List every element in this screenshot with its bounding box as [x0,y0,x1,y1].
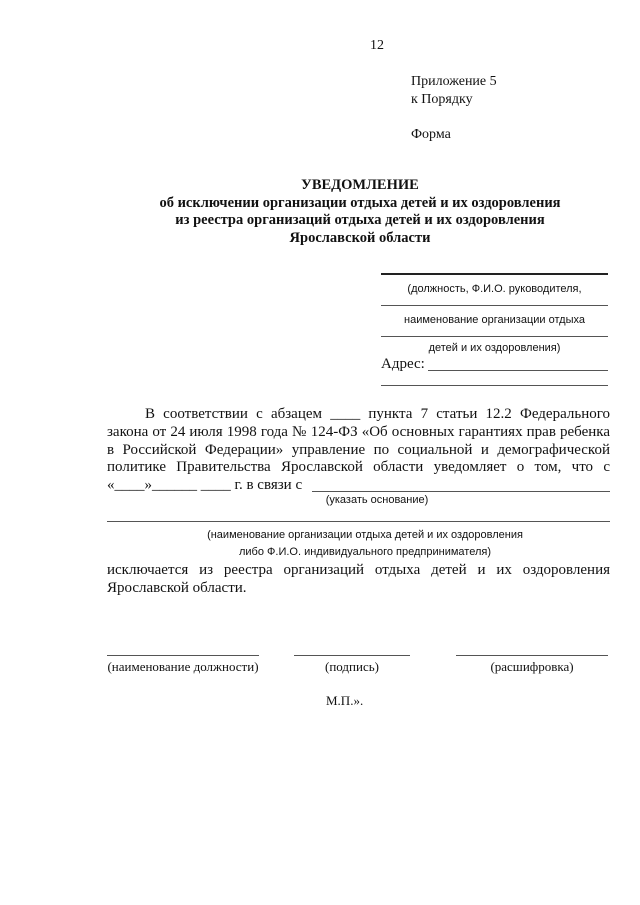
address-label: Адрес: [381,356,425,372]
addressee-caption-1: (должность, Ф.И.О. руководителя, [407,283,582,295]
addressee-fill-line-3 [381,336,608,337]
signature-caption: (подпись) [325,659,379,674]
position-caption: (наименование должности) [107,659,259,674]
appendix-line-2: к Порядку [411,92,473,107]
address-fill-line-1 [428,370,608,371]
body-line-5: «____»______ ____ г. в связи с [107,477,303,493]
position-fill-line [107,655,259,656]
addressee-fill-line-2 [381,305,608,306]
form-label: Форма [411,127,451,142]
signature-fill-line [294,655,410,656]
organization-fill-line [107,521,610,522]
page-number: 12 [370,38,384,53]
decode-caption: (расшифровка) [490,659,574,674]
addressee-fill-line-1 [381,273,608,275]
decode-fill-line [456,655,608,656]
body-line-1: В соответствии с абзацем ____ пункта 7 статьи 12.2 Федерального [145,406,610,422]
title-heading: УВЕДОМЛЕНИЕ [301,177,419,193]
reason-hint: (указать основание) [325,494,429,506]
addressee-caption-3: детей и их оздоровления) [428,342,561,354]
title-line-3: Ярославской области [289,230,431,246]
body-line-7: Ярославской области. [107,580,247,596]
reason-fill-line [312,491,610,492]
appendix-line-1: Приложение 5 [411,74,497,89]
title-line-2: из реестра организаций отдыха детей и их оздоровления [175,212,545,228]
stamp-mark: М.П.». [326,693,364,708]
title-line-1: об исключении организации отдыха детей и их оздоровления [159,195,561,211]
organization-hint-2: либо Ф.И.О. индивидуального предпринимателя) [238,546,491,558]
body-line-2: закона от 24 июля 1998 года № 124-ФЗ «Об основных гарантиях прав ребенка [107,424,610,440]
address-fill-line-2 [381,385,608,386]
body-line-3: в Российской Федерации» управление по социальной и демографической [107,442,610,458]
body-line-4: политике Правительства Ярославской области уведомляет о том, что с [107,459,610,475]
body-line-6: исключается из реестра организаций отдыха детей и их оздоровления [107,562,610,578]
addressee-caption-2: наименование организации отдыха [404,314,585,326]
organization-hint-1: (наименование организации отдыха детей и их оздоровления [207,529,523,541]
